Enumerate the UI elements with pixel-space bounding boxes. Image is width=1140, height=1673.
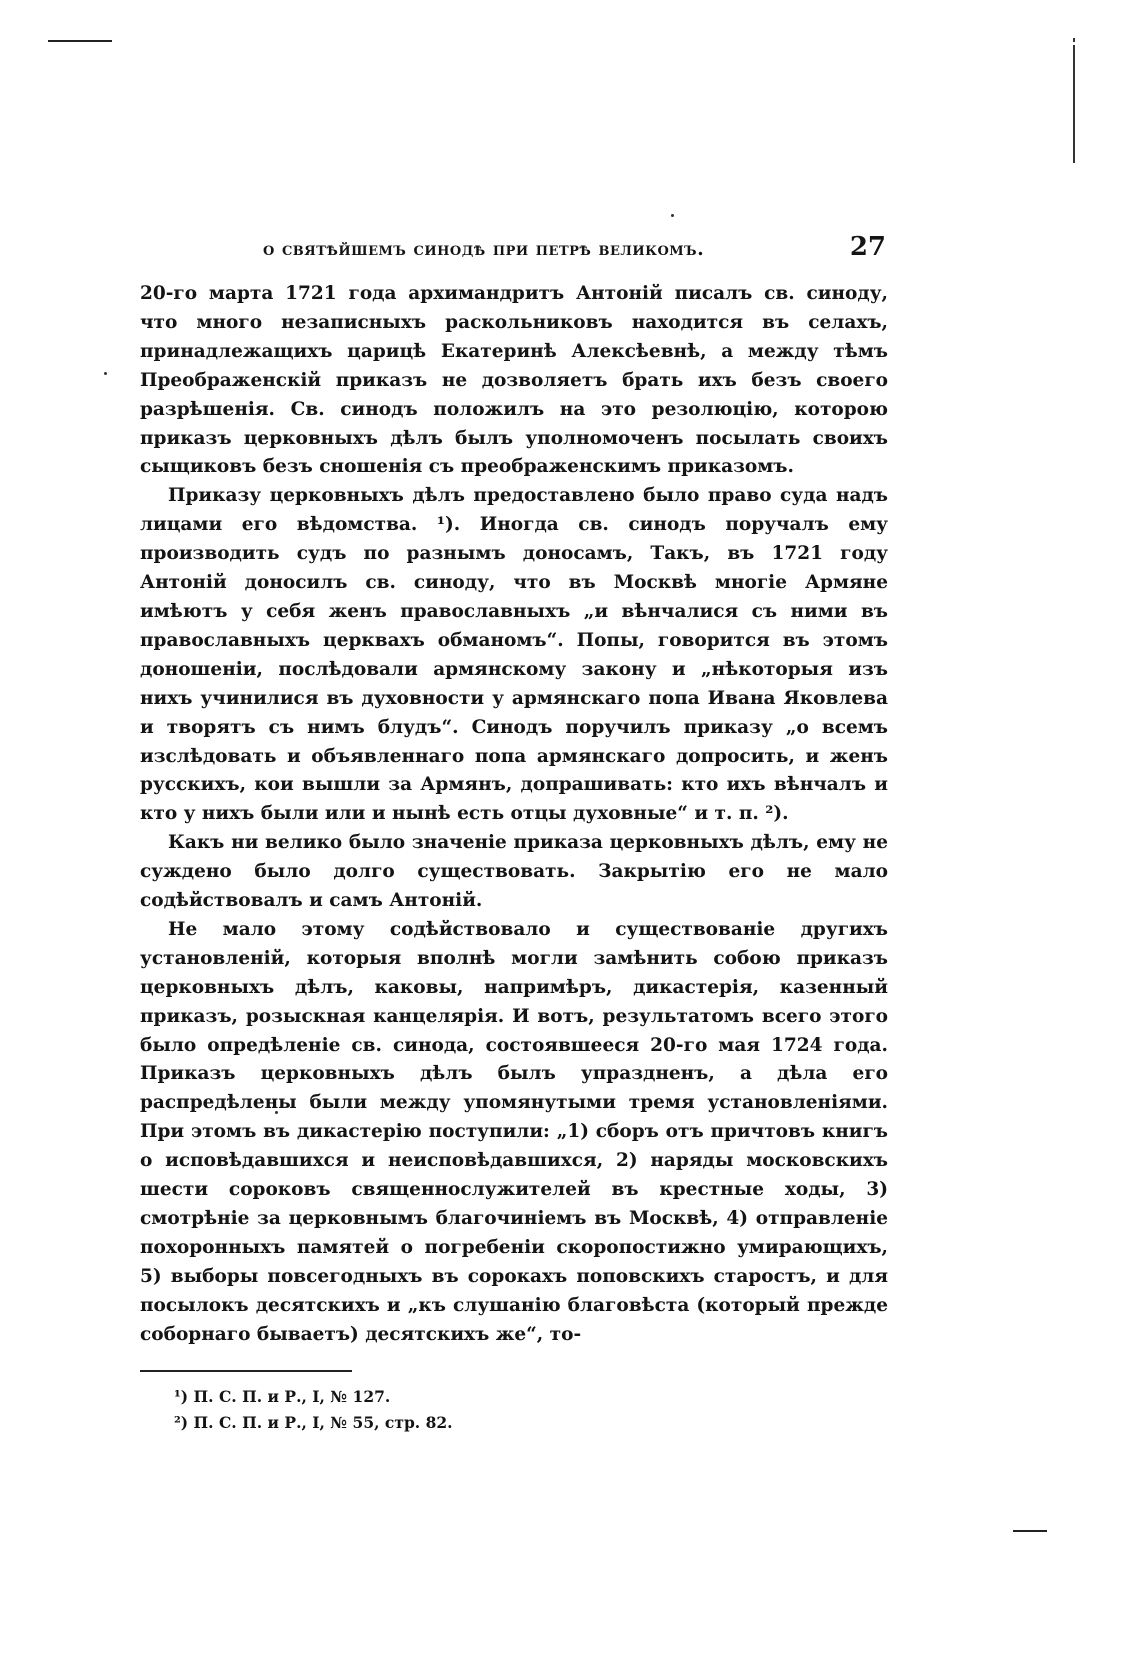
footnote-text: П. С. П. и Р., I, № 127.	[193, 1386, 391, 1406]
page-header	[140, 232, 888, 268]
footnote-text: П. С. П. и Р., I, № 55, стр. 82.	[193, 1412, 453, 1432]
footnote-1	[174, 1384, 888, 1410]
footnote-rule	[140, 1370, 352, 1372]
scan-edge-mark-right	[1073, 45, 1075, 163]
paragraph-2: Приказу церковныхъ дѣлъ предоставлено было право суда надъ лицами его вѣдомства. ¹). Иногда св. синодъ поручалъ ему производить судъ по разнымъ доносамъ, Такъ, въ 1721 году Антоній доносилъ св. синоду, что въ Москвѣ многіе Армяне имѣютъ у себя женъ православныхъ „и вѣнчалися съ ними въ православныхъ церквахъ обманомъ“. Попы, говорится въ этомъ доношеніи, послѣдовали армянскому закону и „нѣкоторыя изъ нихъ учинилися въ духовности у армянскаго попа Ивана Яковлева и творятъ съ нимъ блудъ“. Синодъ поручилъ приказу „о всемъ изслѣдовать и объявленнаго попа армянскаго допросить, и женъ русскихъ, кои вышли за Армянъ, допрашивать: кто ихъ вѣнчалъ и кто у нихъ были или и нынѣ есть отцы духовные“ и т. п. ²).	[140, 485, 888, 825]
scan-speck	[104, 372, 107, 375]
paragraph-3: Какъ ни велико было значеніе приказа церковныхъ дѣлъ, ему не суждено было долго существовать. Закрытію его не мало содѣйствовалъ и самъ Антоній.	[140, 832, 888, 912]
body-text	[140, 280, 888, 1350]
footnote-marker: ¹)	[174, 1386, 189, 1406]
scan-speck	[671, 214, 674, 217]
paragraph-4: Не мало этому содѣйствовало и существованіе другихъ установленій, которыя вполнѣ могли замѣнить собою приказъ церковныхъ дѣлъ, каковы, напримѣръ, дикастерія, казенный приказъ, розыскная канцелярія. И вотъ, результатомъ всего этого было опредѣленіе св. синода, состоявшееся 20-го мая 1724 года. Приказъ церковныхъ дѣлъ былъ упраздненъ, а дѣла его распредѣлены были между упомянутыми тремя установленіями. При этомъ въ дикастерію поступили: „1) сборъ отъ причтовъ книгъ о исповѣдавшихся и неисповѣдавшихся, 2) наряды московскихъ шести сороковъ священнослужителей въ крестные ходы, 3) смотрѣніе за церковнымъ благочиніемъ въ Москвѣ, 4) отправленіе похоронныхъ памятей о погребеніи скоропостижно умирающихъ, 5) выборы повсегодныхъ въ сорокахъ поповскихъ старостъ, и для посылокъ десятскихъ и „къ слушанію благовѣста (который прежде соборнаго бываетъ) десятскихъ же“, то-	[140, 918, 888, 1345]
paragraph-1: 20-го марта 1721 года архимандритъ Антоній писалъ св. синоду, что много незаписныхъ раскольниковъ находится въ селахъ, принадлежащихъ царицѣ Екатеринѣ Алексѣевнѣ, а между тѣмъ Преображенскій приказъ не дозволяетъ брать ихъ безъ своего разрѣшенія. Св. синодъ положилъ на это резолюцію, которою приказъ церковныхъ дѣлъ былъ уполномоченъ посылать своихъ сыщиковъ безъ сношенія съ преображенскимъ приказомъ.	[140, 283, 888, 478]
scan-edge-mark-right-dot	[1073, 38, 1075, 42]
footnote-2	[174, 1410, 888, 1436]
footnotes	[140, 1384, 888, 1436]
footnote-marker: ²)	[174, 1412, 189, 1432]
scan-edge-mark-bottom	[1013, 1530, 1047, 1532]
book-page	[140, 232, 888, 1436]
scan-edge-mark-top	[48, 40, 112, 42]
running-title: о святѣйшемъ синодѣ при петрѣ великомъ.	[263, 238, 705, 260]
page-number: 27	[849, 232, 886, 262]
